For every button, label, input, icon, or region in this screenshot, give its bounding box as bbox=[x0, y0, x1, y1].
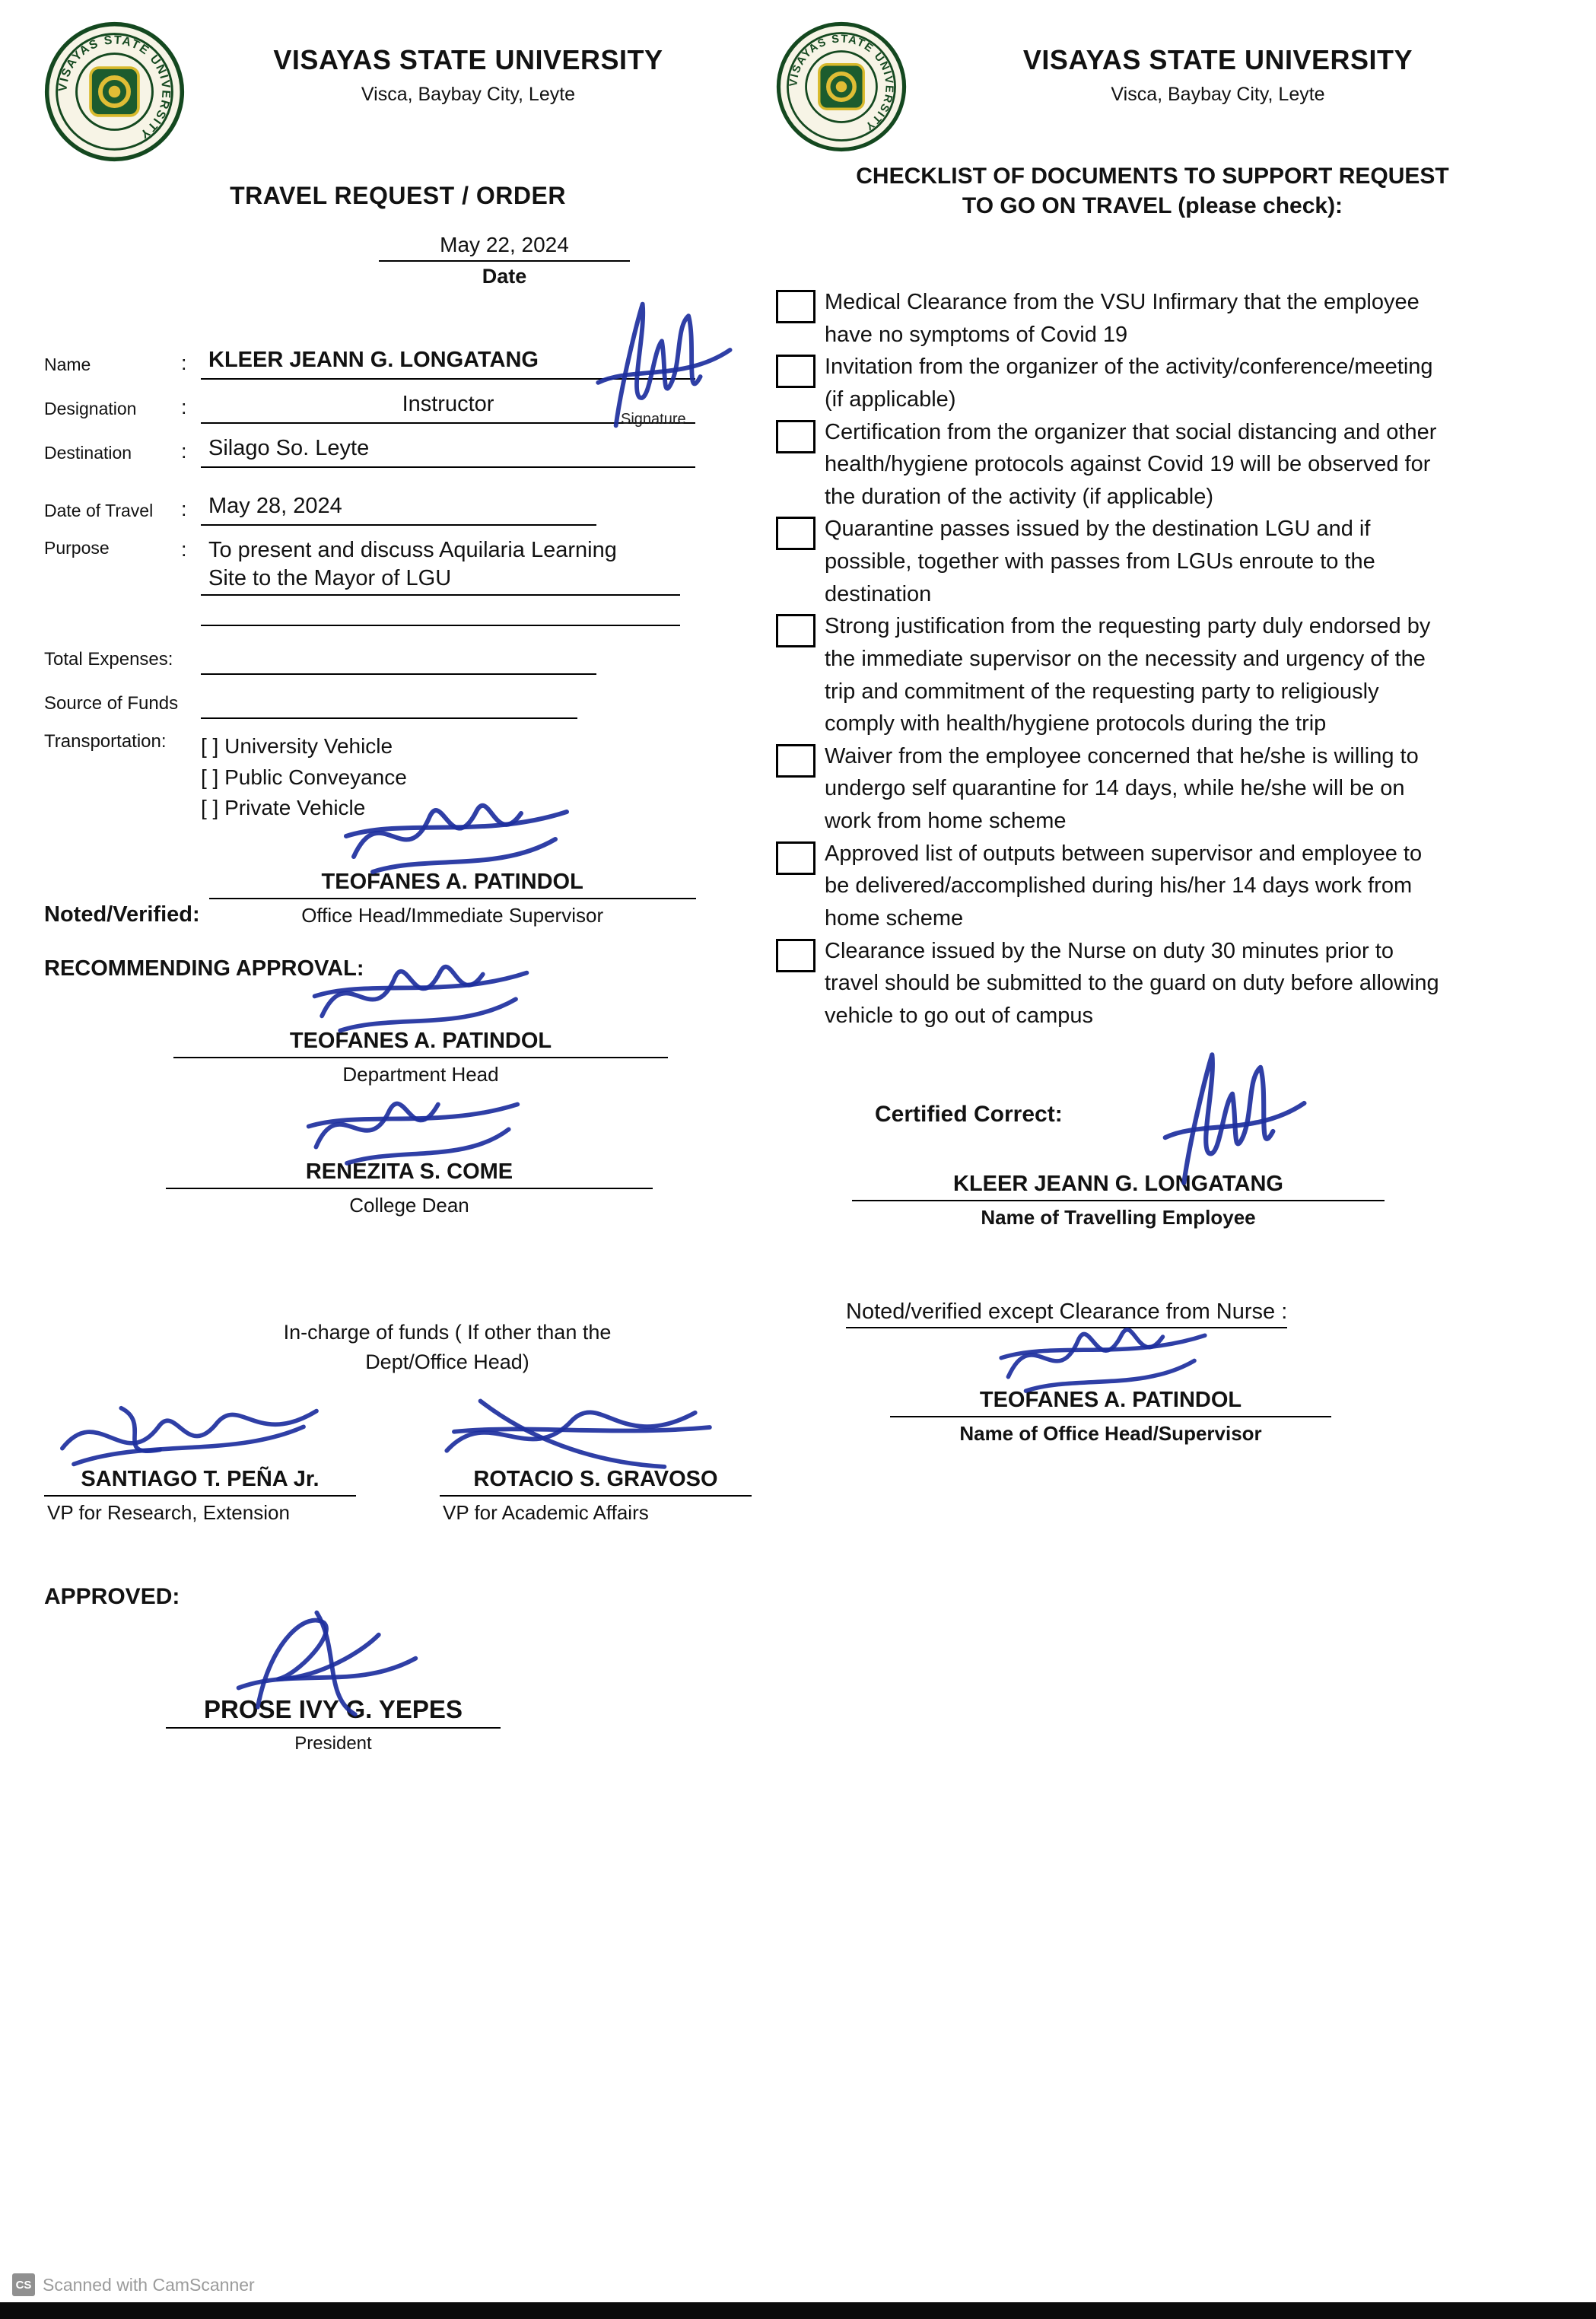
certified-correct-label: Certified Correct: bbox=[875, 1102, 1063, 1128]
noted-verified-label: Noted/Verified: bbox=[44, 902, 200, 927]
destination-label: Destination bbox=[44, 443, 132, 463]
transport-options bbox=[201, 731, 407, 825]
checklist-item bbox=[776, 351, 1529, 415]
dept-head-name: TEOFANES A. PATINDOL bbox=[173, 1029, 668, 1058]
approved-section bbox=[44, 1584, 752, 1754]
checklist-item-text: Approved list of outputs between supervisor and employee to be delivered/accomplished during his/her 14 days work from home scheme bbox=[825, 841, 1423, 930]
vp-research-name: SANTIAGO T. PEÑA Jr. bbox=[44, 1467, 356, 1497]
noted-title: Office Head/Immediate Supervisor bbox=[301, 903, 604, 927]
camscanner-watermark bbox=[12, 2273, 255, 2296]
scan-bottom-bar bbox=[0, 2302, 1596, 2319]
source-of-funds-label: Source of Funds bbox=[44, 693, 179, 714]
form-title: TRAVEL REQUEST / ORDER bbox=[230, 182, 566, 209]
checklist-item bbox=[776, 416, 1529, 514]
source-of-funds-value bbox=[201, 687, 577, 719]
checklist-item bbox=[776, 935, 1529, 1032]
supervisor-sig-block bbox=[890, 1388, 1331, 1446]
dept-head-title: Department Head bbox=[342, 1062, 499, 1086]
checkbox-icon bbox=[776, 420, 815, 453]
right-header-text bbox=[907, 21, 1529, 106]
field-purpose bbox=[44, 538, 752, 626]
field-transportation bbox=[44, 731, 752, 825]
checklist-title-line1: CHECKLIST OF DOCUMENTS TO SUPPORT REQUEST bbox=[856, 164, 1449, 189]
designation-label: Designation bbox=[44, 399, 137, 418]
checkbox-icon bbox=[776, 744, 815, 778]
left-header-text bbox=[185, 21, 752, 106]
left-header bbox=[44, 21, 752, 162]
date-block bbox=[379, 233, 630, 288]
checklist-item bbox=[776, 740, 1529, 838]
transportation-label: Transportation: bbox=[44, 731, 167, 752]
right-header bbox=[776, 21, 1529, 152]
noted-verified-section bbox=[44, 870, 752, 927]
checklist-item bbox=[776, 838, 1529, 935]
request-date-value: May 22, 2024 bbox=[379, 233, 630, 262]
traveller-sig-block bbox=[852, 1172, 1385, 1229]
university-name: VISAYAS STATE UNIVERSITY bbox=[273, 44, 663, 75]
name-value: KLEER JEANN G. LONGATANG bbox=[201, 348, 695, 380]
vp-research-title: VP for Research, Extension bbox=[47, 1501, 290, 1525]
checkbox-icon bbox=[776, 290, 815, 323]
colon: : bbox=[181, 396, 187, 418]
checklist-item-text: Clearance issued by the Nurse on duty 30 minutes prior to travel should be submitted to the guard on duty before allowing vehicle to go out of campus bbox=[825, 938, 1439, 1028]
purpose-value bbox=[201, 538, 680, 626]
vsu-seal-left bbox=[44, 21, 185, 162]
checkbox-icon bbox=[776, 841, 815, 875]
checklist-section bbox=[776, 21, 1529, 1446]
field-source-of-funds bbox=[44, 687, 752, 719]
field-total-expenses bbox=[44, 643, 752, 675]
president-title: President bbox=[294, 1733, 372, 1754]
travel-date-label: Date of Travel bbox=[44, 501, 154, 520]
traveller-name: KLEER JEANN G. LONGATANG bbox=[852, 1172, 1385, 1201]
purpose-line1: To present and discuss Aquilaria Learning bbox=[208, 538, 617, 562]
president-sig-block bbox=[166, 1695, 501, 1754]
vp-signatures-row bbox=[44, 1467, 752, 1525]
dean-name: RENEZITA S. COME bbox=[166, 1160, 653, 1189]
name-label: Name bbox=[44, 355, 91, 374]
recommending-approval-section bbox=[44, 956, 752, 1217]
checklist-item-text: Strong justification from the requesting party duly endorsed by the immediate supervisor on the necessity and urgency of the trip and commitment of the requesting party to religiously comply with health/hygiene protocols during the trip bbox=[825, 614, 1431, 736]
university-address: Visca, Baybay City, Leyte bbox=[1111, 84, 1325, 105]
checklist-items bbox=[776, 286, 1529, 1032]
purpose-blank-line bbox=[201, 596, 680, 626]
camscanner-text: Scanned with CamScanner bbox=[43, 2274, 255, 2295]
checkbox-icon bbox=[776, 614, 815, 647]
colon: : bbox=[181, 498, 187, 520]
camscanner-logo-icon: CS bbox=[12, 2273, 35, 2296]
supervisor-name: TEOFANES A. PATINDOL bbox=[890, 1388, 1331, 1417]
transport-option-public-conveyance: [ ] Public Conveyance bbox=[201, 765, 407, 789]
request-date-label: Date bbox=[482, 265, 527, 288]
checkbox-icon bbox=[776, 517, 815, 550]
traveller-title: Name of Travelling Employee bbox=[981, 1206, 1256, 1229]
dept-head-sig-block bbox=[173, 1029, 668, 1086]
checklist-title bbox=[776, 161, 1529, 221]
checklist-item-text: Waiver from the employee concerned that he/she is willing to undergo self quarantine for 14 days, while he/she will be on work from home scheme bbox=[825, 743, 1419, 833]
supervisor-title: Name of Office Head/Supervisor bbox=[959, 1422, 1262, 1446]
checklist-item-text: Invitation from the organizer of the activity/conference/meeting (if applicable) bbox=[825, 355, 1433, 412]
checklist-item-text: Quarantine passes issued by the destination LGU and if possible, together with passes from LGUs enroute to the destination bbox=[825, 517, 1375, 606]
destination-value: Silago So. Leyte bbox=[201, 436, 695, 468]
recommending-label: RECOMMENDING APPROVAL: bbox=[44, 956, 364, 981]
transport-option-private-vehicle: [ ] Private Vehicle bbox=[201, 796, 366, 820]
incharge-line1: In-charge of funds ( If other than the bbox=[283, 1320, 612, 1344]
approved-label: APPROVED: bbox=[44, 1584, 180, 1610]
signature-caption: Signature bbox=[621, 411, 686, 428]
colon: : bbox=[181, 440, 187, 463]
field-travel-date bbox=[44, 494, 752, 526]
checklist-item bbox=[776, 513, 1529, 610]
total-expenses-label: Total Expenses: bbox=[44, 649, 173, 670]
purpose-label: Purpose bbox=[44, 538, 110, 558]
noted-name: TEOFANES A. PATINDOL bbox=[209, 870, 696, 899]
field-destination bbox=[44, 436, 752, 468]
travel-date-value: May 28, 2024 bbox=[201, 494, 596, 526]
university-name: VISAYAS STATE UNIVERSITY bbox=[1022, 44, 1413, 75]
checklist-item-text: Certification from the organizer that social distancing and other health/hygiene protocols against Covid 19 will be observed for the duration of the activity (if applicable) bbox=[825, 419, 1437, 509]
transport-option-university-vehicle: [ ] University Vehicle bbox=[201, 734, 393, 758]
checklist-item-text: Medical Clearance from the VSU Infirmary that the employee have no symptoms of Covid 19 bbox=[825, 290, 1420, 347]
designation-value: Instructor bbox=[201, 392, 695, 424]
noted-sig-block bbox=[209, 870, 696, 927]
vsu-seal-right bbox=[776, 21, 907, 152]
vp-academic-sig-block bbox=[440, 1467, 752, 1525]
seal-ring-text: VISAYAS STATE UNIVERSITY bbox=[56, 33, 173, 142]
seal-ring-text: VISAYAS STATE UNIVERSITY bbox=[787, 33, 895, 133]
university-address: Visca, Baybay City, Leyte bbox=[361, 84, 576, 105]
checklist-title-line2: TO GO ON TRAVEL (please check): bbox=[962, 193, 1343, 218]
checklist-item bbox=[776, 286, 1529, 351]
incharge-of-funds-note bbox=[204, 1318, 691, 1377]
travel-request-form bbox=[44, 21, 752, 1754]
vp-research-sig-block bbox=[44, 1467, 356, 1525]
colon: : bbox=[181, 352, 187, 374]
vp-academic-title: VP for Academic Affairs bbox=[443, 1501, 649, 1525]
certified-correct-section bbox=[776, 1102, 1529, 1229]
checkbox-icon bbox=[776, 939, 815, 972]
colon: : bbox=[181, 538, 187, 561]
vp-academic-name: ROTACIO S. GRAVOSO bbox=[440, 1467, 752, 1497]
noted-except-section bbox=[776, 1299, 1529, 1446]
dean-title: College Dean bbox=[349, 1193, 469, 1217]
noted-except-label: Noted/verified except Clearance from Nurse : bbox=[846, 1299, 1287, 1328]
president-name: PROSE IVY G. YEPES bbox=[166, 1695, 501, 1729]
incharge-line2: Dept/Office Head) bbox=[365, 1350, 529, 1373]
field-name bbox=[44, 348, 752, 380]
purpose-line2: Site to the Mayor of LGU bbox=[201, 566, 680, 596]
checklist-item bbox=[776, 610, 1529, 740]
dean-sig-block bbox=[166, 1160, 653, 1217]
checkbox-icon bbox=[776, 355, 815, 388]
total-expenses-value bbox=[201, 643, 596, 675]
